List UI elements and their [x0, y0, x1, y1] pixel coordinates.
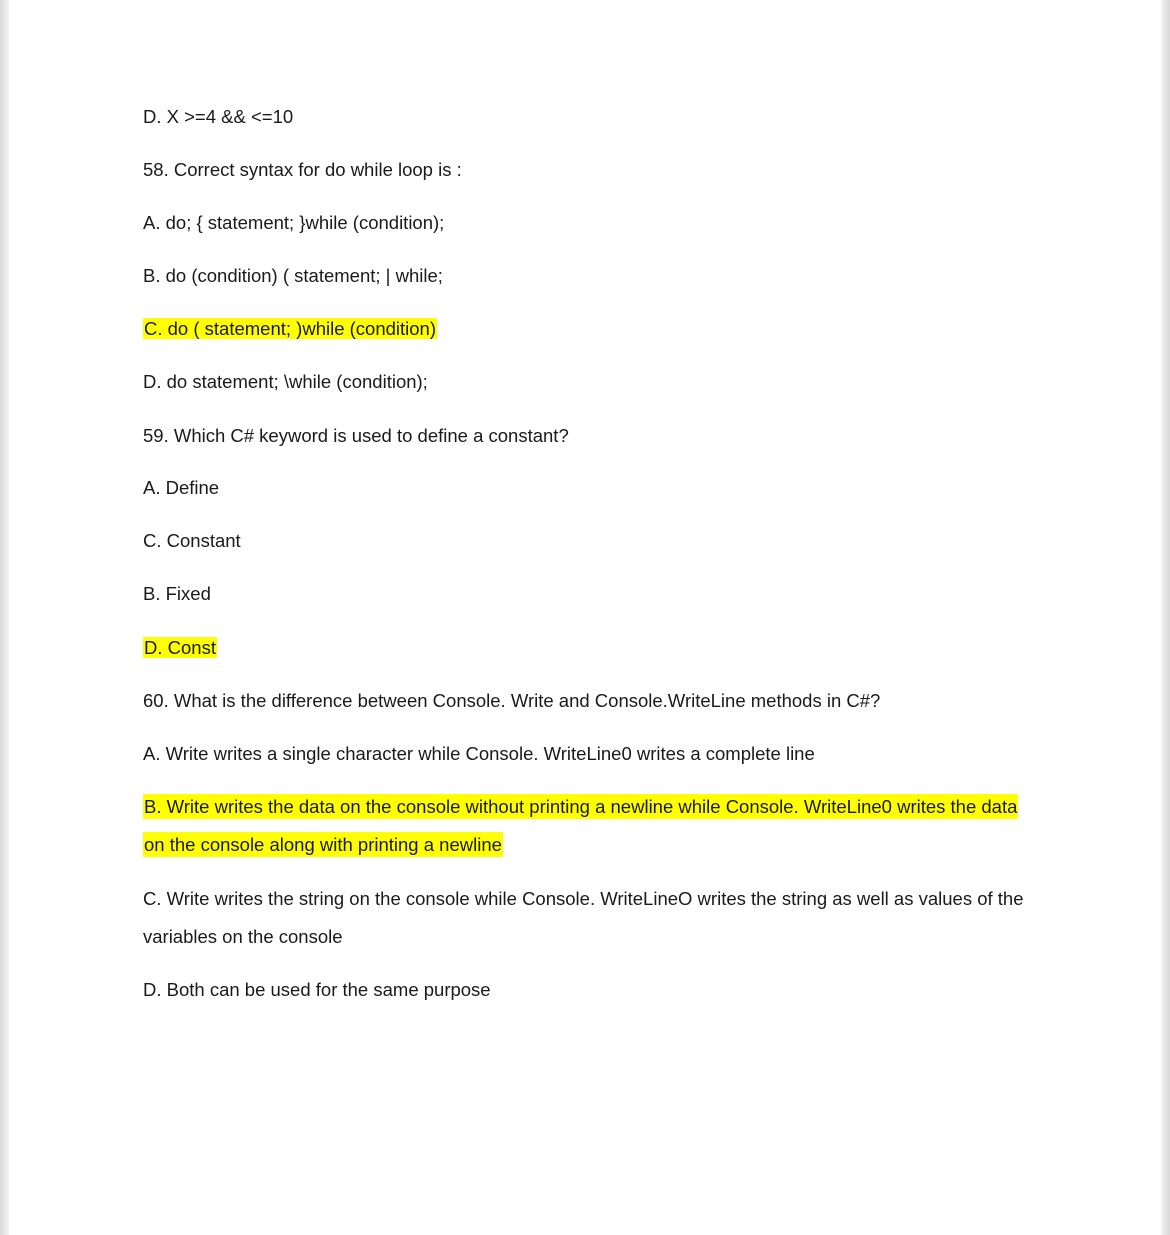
q59-option-d-answer: [143, 636, 217, 660]
q59-option-c: C. Constant: [143, 530, 241, 551]
q58-question: 58. Correct syntax for do while loop is :: [143, 159, 462, 180]
q59-answer-highlight: D. Const: [144, 637, 216, 658]
q58-option-b: B. do (condition) ( statement; | while;: [143, 265, 443, 286]
q57-option-d: D. X >=4 && <=10: [143, 106, 294, 127]
q58-answer-highlight: C. do ( statement; )while (condition): [144, 318, 437, 339]
document-page: [9, 0, 1161, 1235]
q60-option-c: C. Write writes the string on the console while Console. WriteLineO writes the string as well as values of the variables on the console: [143, 888, 1024, 947]
q59-option-a: A. Define: [143, 477, 220, 498]
q60-question: 60. What is the difference between Console. Write and Console.WriteLine methods in C#?: [143, 690, 881, 711]
viewer-right-edge: [1161, 0, 1170, 1235]
viewer-left-edge: [0, 0, 9, 1235]
q59-question: 59. Which C# keyword is used to define a constant?: [143, 425, 569, 446]
q58-option-d: D. do statement; \while (condition);: [143, 371, 428, 392]
q60-option-a: A. Write writes a single character while Console. WriteLine0 writes a complete line: [143, 743, 815, 764]
q60-option-d: D. Both can be used for the same purpose: [143, 979, 491, 1000]
q58-option-a: A. do; { statement; }while (condition);: [143, 212, 445, 233]
q58-option-c-answer: [143, 317, 437, 341]
q59-option-b: B. Fixed: [143, 583, 211, 604]
q60-option-b-answer: [143, 788, 1023, 864]
q60-answer-highlight: B. Write writes the data on the console without printing a newline while Console. WriteLine0 writes the data on the console along with printing a newline: [144, 796, 1018, 855]
